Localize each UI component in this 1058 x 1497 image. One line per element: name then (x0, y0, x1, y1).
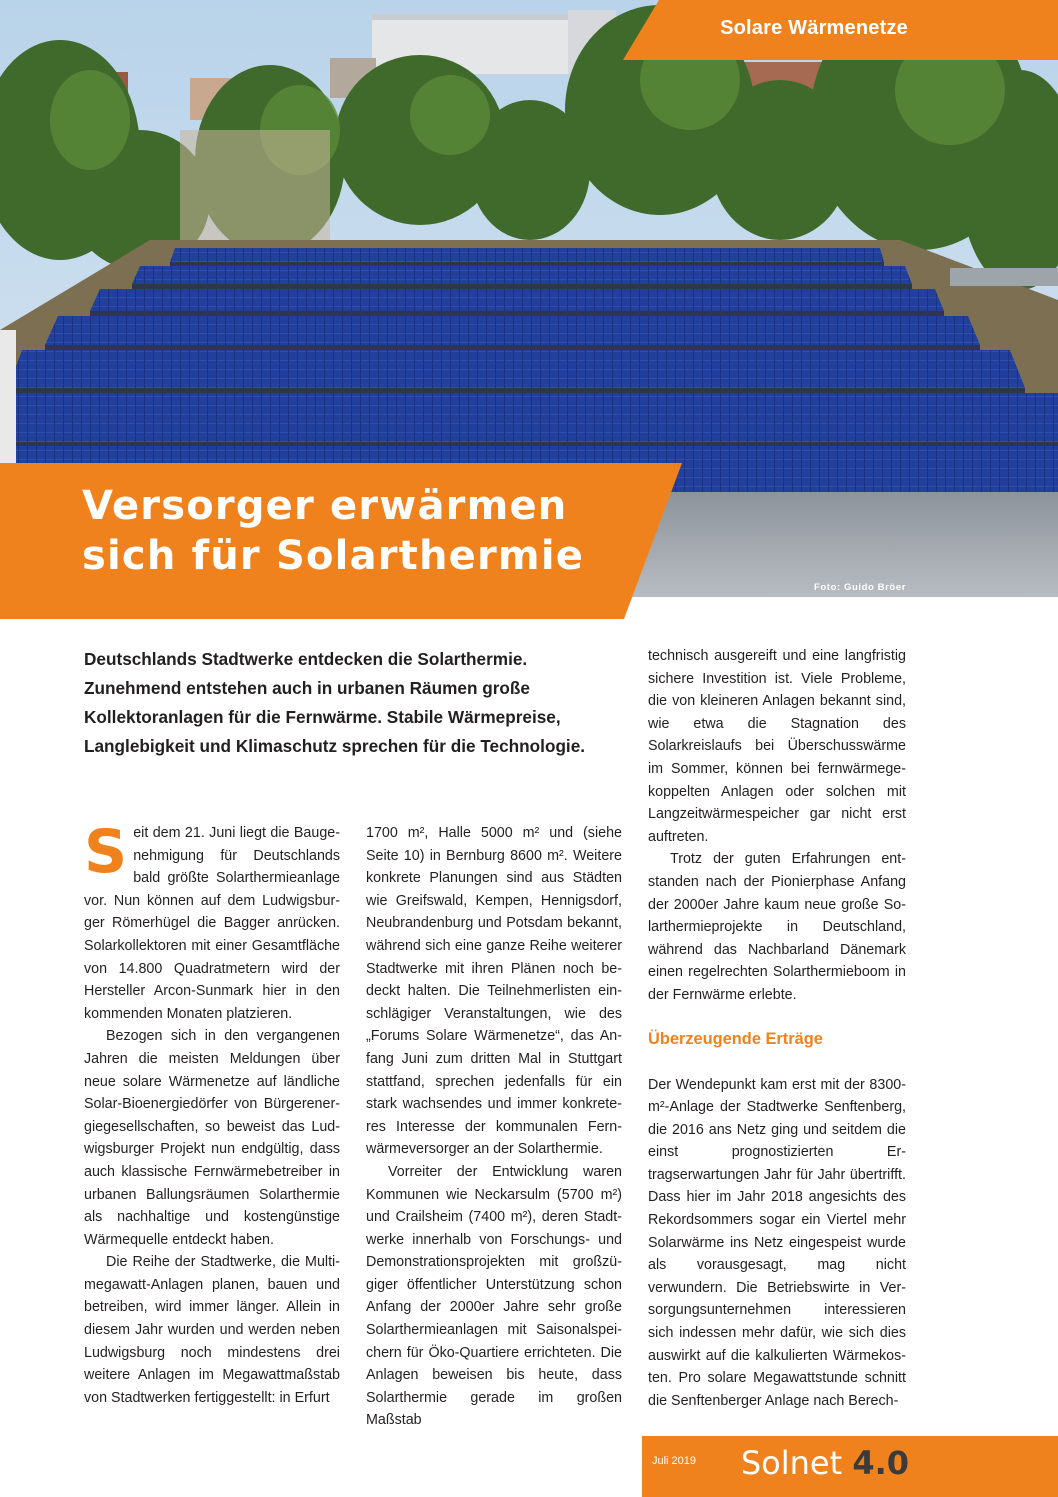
article-headline (82, 481, 584, 581)
paragraph-text: eit dem 21. Juni liegt die Baugenehmigung für Deutschlands bald größte Solarthermieanlage vor. Nun können auf dem Ludwigsburger Römerhügel die Bagger anrücken. Solarkollektoren mit einer Gesamtfläche von 14.800 Quadratmetern wird der Hersteller Arcon-Sunmark hier in den kommenden Monaten platzieren. (84, 825, 340, 1022)
headline-line-2: sich für Solarthermie (82, 533, 585, 579)
paragraph: Der Wendepunkt kam erst mit der 8300-m²-Anlage der Stadtwerke Senftenberg, die 2016 ans Netz ging und seitdem die einst prognostizierten Ertragserwartungen Jahr für Jahr übertrifft. Dass hier im Jahr 2018 angesichts des Rekordsommers sogar ein Viertel mehr Solarwärme ins Netz eingespeist wurde als vorausgesagt, mag nicht verwundern. Die Betriebswirte in Versorgungsunternehmen interessieren sich indessen mehr dafür, wie sich dies auswirkt auf die kalkulierten Wärmekosten. Pro solare Megawattstunde schnitt die Senftenberger Anlage nach Berech- (648, 1076, 906, 1409)
article-lead: Deutschlands Stadtwerke entdecken die Solarthermie. Zunehmend entstehen auch in urbanen Räumen große Kollektoranlagen für die Fernwärme. Stabile Wärmepreise, Langlebigkeit und Klimaschutz sprechen für die Technologie. (84, 649, 586, 756)
issue-date: Juli 2019 (652, 1455, 697, 1467)
paragraph: Bezogen sich in den vergangenen Jahren die meisten Meldungen über neue solare Wärmenetze auf ländliche Solar-Bioenergiedörfer von Bürgerenergiegesellschaften, so beweist das Ludwigsburger Projekt nun endgültig, dass auch klassische Fernwärmebetreiber in urbanen Ballungsräumen Solarthermie als nachhaltige und kostengünstige Wärmequelle entdeckt haben. (84, 1028, 340, 1248)
paragraph: Die Reihe der Stadtwerke, die Multimegawatt-Anlagen planen, bauen und betreiben, wird immer länger. Allein in diesem Jahr wurden und werden neben Ludwigsburg noch mindestens drei weitere Anlagen im Megawattmaßstab von Stadtwerken fertiggestellt: in Erfurt (84, 1254, 340, 1406)
magazine-brand (741, 1444, 909, 1482)
text-column-3 (648, 645, 906, 1412)
drop-cap: S (84, 817, 128, 887)
brand-version: 4.0 (852, 1444, 909, 1482)
section-label: Solare Wärmenetze (720, 17, 908, 39)
photo-credit: Foto: Guido Bröer (814, 582, 906, 593)
paragraph (84, 817, 340, 1025)
text-column-1 (84, 817, 340, 1409)
paragraph: Trotz der guten Erfahrungen entstanden nach der Pionierphase Anfang der 2000er Jahre kaum neue große Solarthermieprojekte in Deutschland, während das Nachbarland Dänemark einen regelrechten Solarthermieboom in der Fernwärme erlebte. (648, 851, 906, 1003)
text-column-2 (366, 822, 622, 1432)
footer-bar (642, 1436, 1058, 1497)
section-subheading: Überzeugende Erträge (648, 1029, 823, 1048)
paragraph: technisch ausgereift und eine langfristig sichere Investition ist. Viele Probleme, die von kleineren Anlagen bekannt sind, wie etwa die Stagnation des Solarkreislaufs bei Überschusswärme im Sommer, können bei fernwärmegekoppelten Anlagen oder solchen mit Langzeitwärmespeicher gar nicht erst auftreten. (648, 648, 906, 845)
brand-name: Solnet (740, 1444, 843, 1482)
paragraph: Vorreiter der Entwicklung waren Kommunen wie Neckarsulm (5700 m²) und Crailsheim (7400 m²), deren Stadtwerke innerhalb von Forschungs- und Demonstrationsprojekten mit großzügiger öffentlicher Unterstützung schon Anfang der 2000er Jahre sehr große Solarthermieanlagen mit Saisonalspeichern für Öko-Quartiere errichteten. Die Anlagen beweisen bis heute, dass Solarthermie gerade im großen Maßstab (366, 1163, 622, 1429)
headline-line-1: Versorger erwärmen (82, 483, 568, 529)
paragraph: 1700 m², Halle 5000 m² und (siehe Seite 10) in Bernburg 8600 m². Weitere konkrete Planungen sind aus Städten wie Greifswald, Kempen, Hennigsdorf, Neubrandenburg und Potsdam bekannt, während sich eine ganze Reihe weiterer Stadtwerke mit ihren Plänen noch bedeckt halten. Die Teilnehmerlisten einschlägiger Veranstaltungen, wie des „Forums Solare Wärmenetze“, das Anfang Juni zum dritten Mal in Stuttgart stattfand, sprechen jedenfalls für ein stark wachsendes und immer konkreteres Interesse der kommunalen Fernwärmeversorger an der Solarthermie. (366, 825, 622, 1158)
